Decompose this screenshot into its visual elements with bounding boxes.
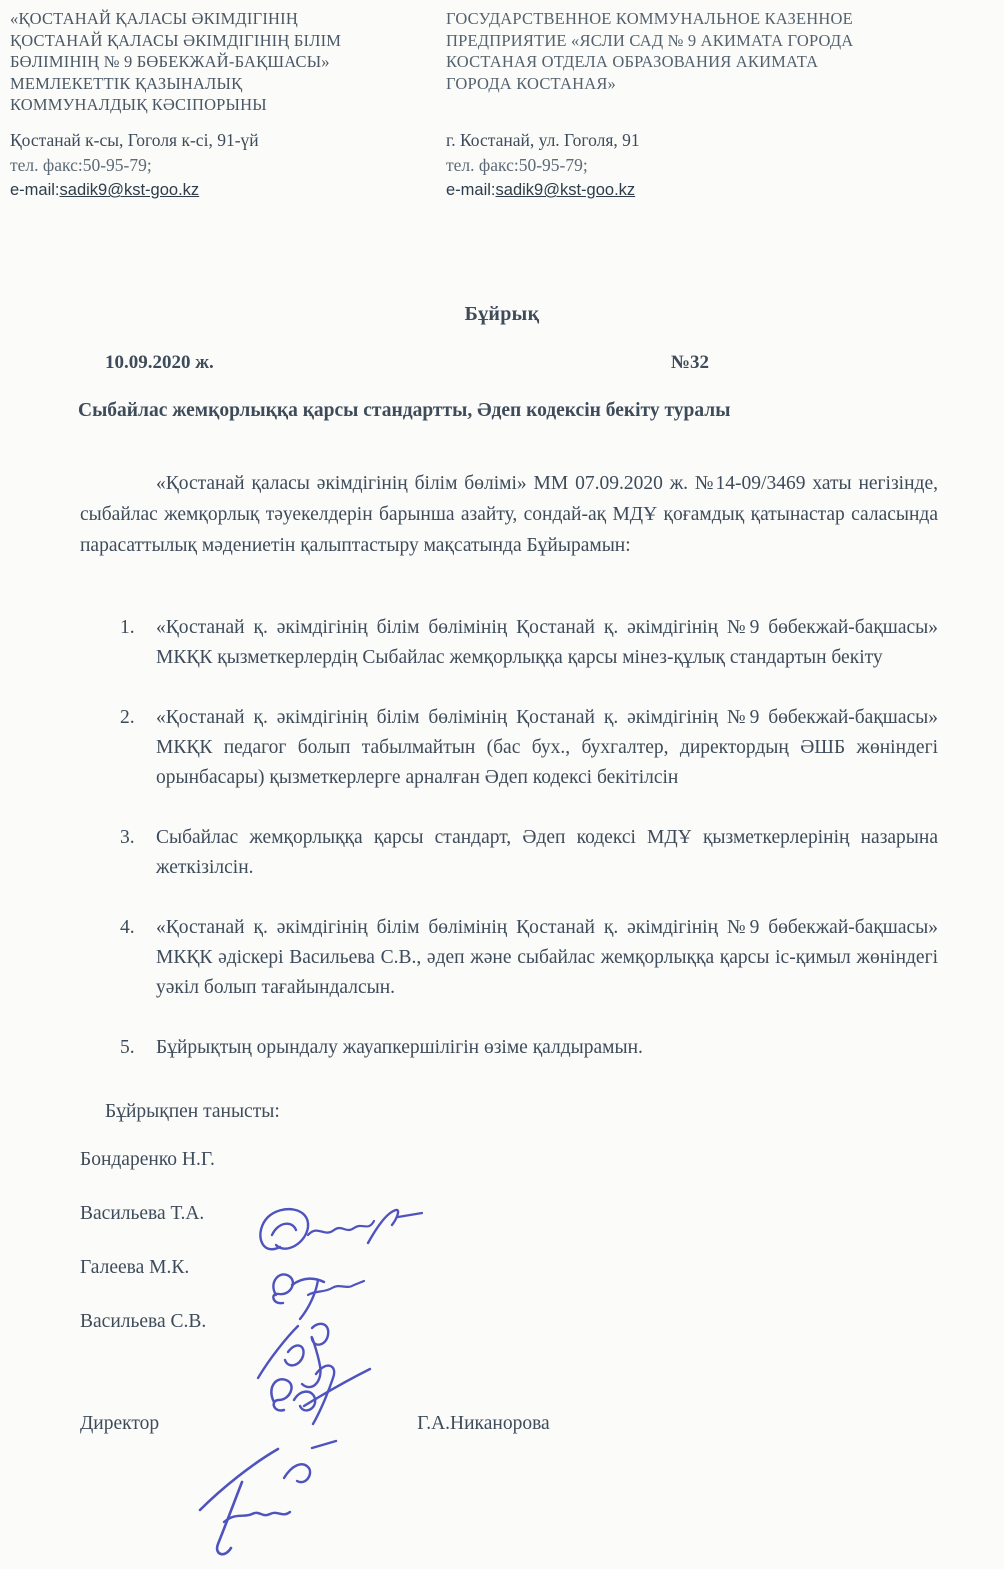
order-subject: Сыбайлас жемқорлыққа қарсы стандартты, Әдеп кодексін бекіту туралы <box>78 400 731 421</box>
org-name-kk-line: ҚОСТАНАЙ ҚАЛАСЫ ӘКІМДІГІНІҢ БІЛІМ <box>10 30 342 50</box>
order-item <box>80 1033 938 1063</box>
contact-block-kazakh <box>10 128 448 203</box>
director-label: Директор <box>80 1413 160 1434</box>
org-name-ru-line: ПРЕДПРИЯТИЕ «ЯСЛИ САД № 9 АКИМАТА ГОРОДА <box>446 30 854 50</box>
acquainted-label: Бұйрықпен танысты: <box>105 1101 280 1122</box>
org-name-ru-line: КОСТАНАЯ ОТДЕЛА ОБРАЗОВАНИЯ АКИМАТА <box>446 52 819 71</box>
phone-fax-kazakh: тел. факс:50-95-79; <box>10 155 152 175</box>
director-name: Г.А.Никанорова <box>417 1413 550 1434</box>
email-link[interactable]: sadik9@kst-goo.kz <box>59 181 200 199</box>
signatory-name: Галеева М.К. <box>80 1257 190 1278</box>
order-item <box>80 913 938 1003</box>
org-name-kazakh <box>10 8 448 118</box>
order-item <box>80 613 938 673</box>
item-text: «Қостанай қ. әкімдігінің білім бөлімінің Қостанай қ. әкімдігінің №9 бөбекжай-бақшасы» МКҚК әдіскері Васильева С.В., әдеп және сыбайлас жемқорлыққа қарсы іс-қимыл жөніндегі уәкіл болып тағайындалсын. <box>156 917 938 998</box>
item-text: «Қостанай қ. әкімдігінің білім бөлімінің Қостанай қ. әкімдігінің №9 бөбекжай-бақшасы» МКҚК педагог болып табылмайтын (бас бух., бухгалтер, директордың ӘШБ жөніндегі орынбасары) қызметкерлерге арналған Әдеп кодексі бекітілсін <box>156 707 938 788</box>
org-name-kk-line: МЕМЛЕКЕТТІК ҚАЗЫНАЛЫҚ <box>10 73 243 93</box>
item-number: 2. <box>120 707 135 728</box>
org-name-kk-line: БӨЛІМІНІҢ № 9 БӨБЕКЖАЙ-БАҚШАСЫ» <box>10 52 330 71</box>
item-number: 5. <box>120 1037 135 1058</box>
order-preamble: «Қостанай қаласы әкімдігінің білім бөлімі» ММ 07.09.2020 ж. №14-09/3469 хаты негізінде, сыбайлас жемқорлық тәуекелдерін барынша азайту, сондай-ақ МДҰ қоғамдық қатынастар саласында парасаттылық мәдениетін қалыптастыру мақсатында Бұйырамын: <box>80 473 938 556</box>
address-kazakh: Қостанай к-сы, Гоголя к-сі, 91-үй <box>10 130 259 150</box>
letterhead-russian-column <box>446 8 966 203</box>
org-name-kk-line: КОММУНАЛДЫҚ КӘСІПОРЫНЫ <box>10 95 267 114</box>
contact-block-russian <box>446 128 966 203</box>
org-name-ru-line: ГОРОДА КОСТАНАЯ» <box>446 73 616 93</box>
email-label: e-mail: <box>446 181 496 199</box>
email-line-kazakh <box>10 178 448 203</box>
item-number: 3. <box>120 827 135 848</box>
signatory-row <box>80 1311 1004 1365</box>
item-text: Сыбайлас жемқорлыққа қарсы стандарт, Әдеп кодексі МДҰ қызметкерлерінің назарына жеткізілсін. <box>156 827 938 878</box>
signatory-list <box>80 1149 1004 1365</box>
email-link[interactable]: sadik9@kst-goo.kz <box>495 181 636 199</box>
address-russian: г. Костанай, ул. Гоголя, 91 <box>446 130 640 150</box>
order-item <box>80 823 938 883</box>
item-text: Бұйрықтың орындалу жауапкершілігін өзіме қалдырамын. <box>156 1037 643 1058</box>
document-title: Бұйрық <box>464 303 540 325</box>
org-name-russian <box>446 8 966 118</box>
item-number: 4. <box>120 917 135 938</box>
org-name-kk-line: «ҚОСТАНАЙ ҚАЛАСЫ ӘКІМДІГІНІҢ <box>10 9 298 28</box>
signatory-row <box>80 1203 1004 1257</box>
signatory-name: Васильева С.В. <box>80 1311 207 1332</box>
letterhead <box>0 0 1004 203</box>
org-name-ru-line: ГОСУДАРСТВЕННОЕ КОММУНАЛЬНОЕ КАЗЕННОЕ <box>446 9 853 28</box>
date-number-row <box>0 352 1004 374</box>
order-number: №32 <box>670 352 709 373</box>
signatory-name: Васильева Т.А. <box>80 1203 205 1224</box>
signatory-row <box>80 1149 1004 1203</box>
order-date: 10.09.2020 ж. <box>105 352 214 373</box>
email-line-russian <box>446 178 966 203</box>
signatory-name: Бондаренко Н.Г. <box>80 1149 215 1170</box>
order-items <box>80 613 938 1063</box>
director-signature-row <box>80 1413 1004 1435</box>
order-item <box>80 703 938 793</box>
letterhead-kazakh-column <box>10 8 448 203</box>
signatory-row <box>80 1257 1004 1311</box>
phone-fax-russian: тел. факс:50-95-79; <box>446 155 588 175</box>
item-number: 1. <box>120 617 135 638</box>
email-label: e-mail: <box>10 181 60 199</box>
signature-director <box>178 1436 368 1568</box>
item-text: «Қостанай қ. әкімдігінің білім бөлімінің Қостанай қ. әкімдігінің №9 бөбекжай-бақшасы» МКҚК қызметкерлердің Сыбайлас жемқорлыққа қарсы мінез-құлық стандартын бекіту <box>156 617 938 668</box>
